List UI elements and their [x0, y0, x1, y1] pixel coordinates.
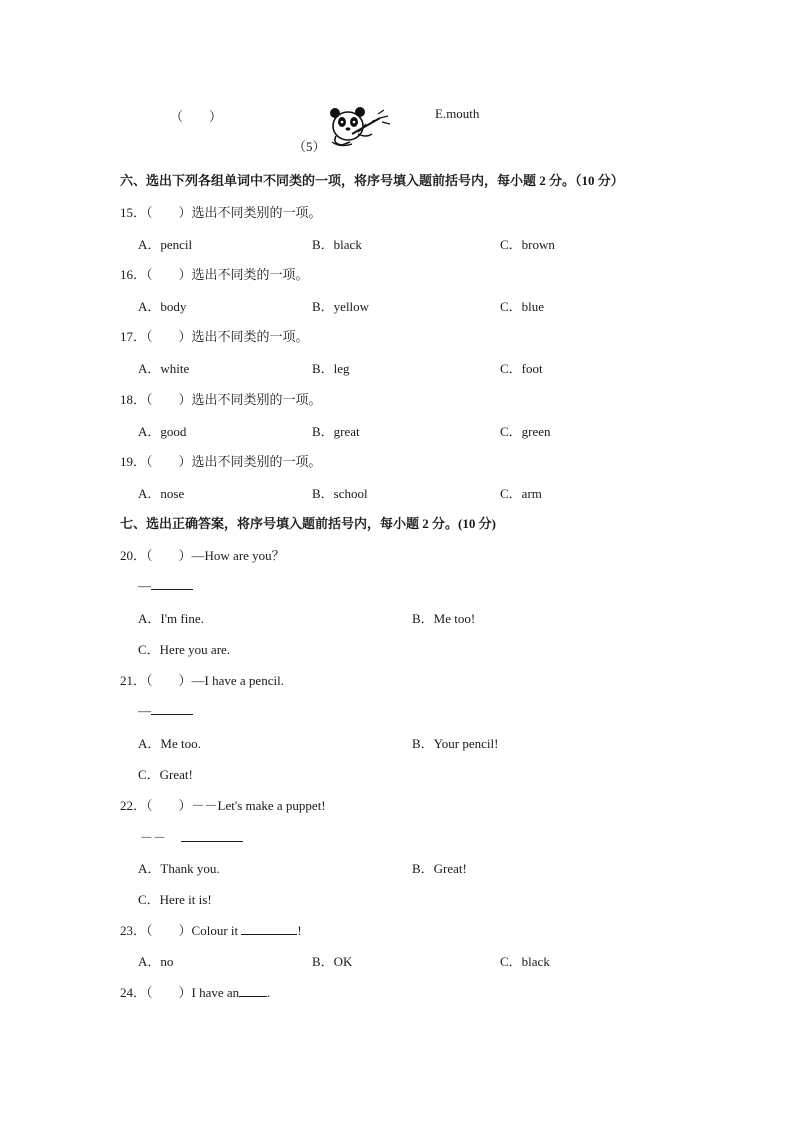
option-c: C．blue — [500, 299, 545, 314]
answer-paren[interactable]: （ ） — [146, 798, 192, 813]
question-18 — [120, 389, 322, 408]
option-b: B．leg — [312, 361, 350, 376]
question-stem: 选出不同类别的一项。 — [191, 454, 322, 469]
option-c: C．Great! — [138, 767, 193, 782]
option-c: C．arm — [500, 486, 542, 501]
option-b: B．Your pencil! — [412, 736, 499, 751]
answer-paren[interactable]: （ ） — [146, 329, 192, 344]
reply-dash: — — [138, 703, 151, 718]
option-a: A．white — [138, 361, 190, 376]
question-number: 16． — [120, 267, 147, 282]
question-19 — [120, 451, 322, 470]
option-b: B．OK — [312, 954, 353, 969]
option-c: C．black — [500, 954, 550, 969]
question-stem: —How are you？ — [191, 548, 285, 563]
question-21 — [120, 670, 284, 689]
option-a: A．good — [138, 424, 187, 439]
question-number: 22． — [120, 798, 147, 813]
question-stem-start: Colour it — [191, 923, 242, 938]
answer-blank[interactable] — [239, 984, 267, 997]
question-stem-start: I have an — [191, 985, 240, 1000]
answer-paren[interactable]: （ ） — [146, 548, 192, 563]
question-stem: －－Let's make a puppet! — [191, 798, 326, 813]
question-stem: 选出不同类的一项。 — [191, 267, 309, 282]
question-24 — [120, 982, 270, 1001]
option-c: C．Here you are. — [138, 642, 231, 657]
option-a: A．body — [138, 299, 187, 314]
answer-paren: （ ） — [170, 109, 223, 124]
answer-blank[interactable] — [241, 922, 297, 935]
option-b: B．Great! — [412, 861, 467, 876]
question-number: 18． — [120, 392, 147, 407]
option-b: B．yellow — [312, 299, 370, 314]
option-b: B．black — [312, 237, 362, 252]
option-c: C．Here it is! — [138, 892, 212, 907]
question-stem: —I have a pencil. — [191, 673, 284, 688]
section-6-heading: 六、选出下列各组单词中不同类的一项，将序号填入题前括号内，每小题 2 分。（10 分） — [120, 173, 624, 188]
option-a: A．Me too. — [138, 736, 201, 751]
question-number: 20． — [120, 548, 147, 563]
question-stem: 选出不同类别的一项。 — [191, 392, 322, 407]
answer-paren[interactable]: （ ） — [146, 267, 192, 282]
answer-paren[interactable]: （ ） — [146, 923, 192, 938]
question-number: 19． — [120, 454, 147, 469]
question-number: 15． — [120, 205, 147, 220]
panda-eating-bamboo-picture — [322, 104, 398, 148]
answer-paren[interactable]: （ ） — [146, 392, 192, 407]
picture-number: （5） — [293, 139, 326, 154]
reply-dash: －－ — [140, 830, 167, 845]
question-17 — [120, 326, 309, 345]
option-a: A．pencil — [138, 237, 193, 252]
answer-blank[interactable] — [151, 702, 193, 715]
reply-line — [140, 827, 243, 846]
question-number: 21． — [120, 673, 147, 688]
question-number: 24． — [120, 985, 147, 1000]
answer-paren[interactable]: （ ） — [146, 205, 192, 220]
reply-dash: — — [138, 578, 151, 593]
question-stem-end: ! — [297, 923, 302, 938]
question-number: 17． — [120, 329, 147, 344]
question-number: 23． — [120, 923, 147, 938]
option-a: A．Thank you. — [138, 861, 220, 876]
question-20 — [120, 545, 285, 564]
answer-blank[interactable] — [151, 577, 193, 590]
option-a: A．I'm fine. — [138, 611, 204, 626]
option-b: B．Me too! — [412, 611, 476, 626]
option-c: C．green — [500, 424, 551, 439]
section-7-heading: 七、选出正确答案，将序号填入题前括号内，每小题 2 分。(10 分) — [120, 516, 496, 531]
question-stem: 选出不同类别的一项。 — [191, 205, 322, 220]
option-b: B．great — [312, 424, 360, 439]
question-23 — [120, 920, 302, 939]
question-22 — [120, 795, 326, 814]
question-stem-end: . — [267, 985, 271, 1000]
answer-paren[interactable]: （ ） — [146, 454, 192, 469]
option-b: B．school — [312, 486, 368, 501]
question-16 — [120, 264, 309, 283]
question-stem: 选出不同类的一项。 — [191, 329, 309, 344]
reply-line — [138, 702, 193, 719]
answer-paren[interactable]: （ ） — [146, 985, 192, 1000]
option-e: E.mouth — [435, 106, 480, 121]
option-c: C．brown — [500, 237, 555, 252]
option-c: C．foot — [500, 361, 543, 376]
option-a: A．no — [138, 954, 174, 969]
question-15 — [120, 202, 322, 221]
option-a: A．nose — [138, 486, 185, 501]
answer-paren[interactable]: （ ） — [146, 673, 192, 688]
reply-line — [138, 577, 193, 594]
answer-blank[interactable] — [181, 829, 243, 842]
